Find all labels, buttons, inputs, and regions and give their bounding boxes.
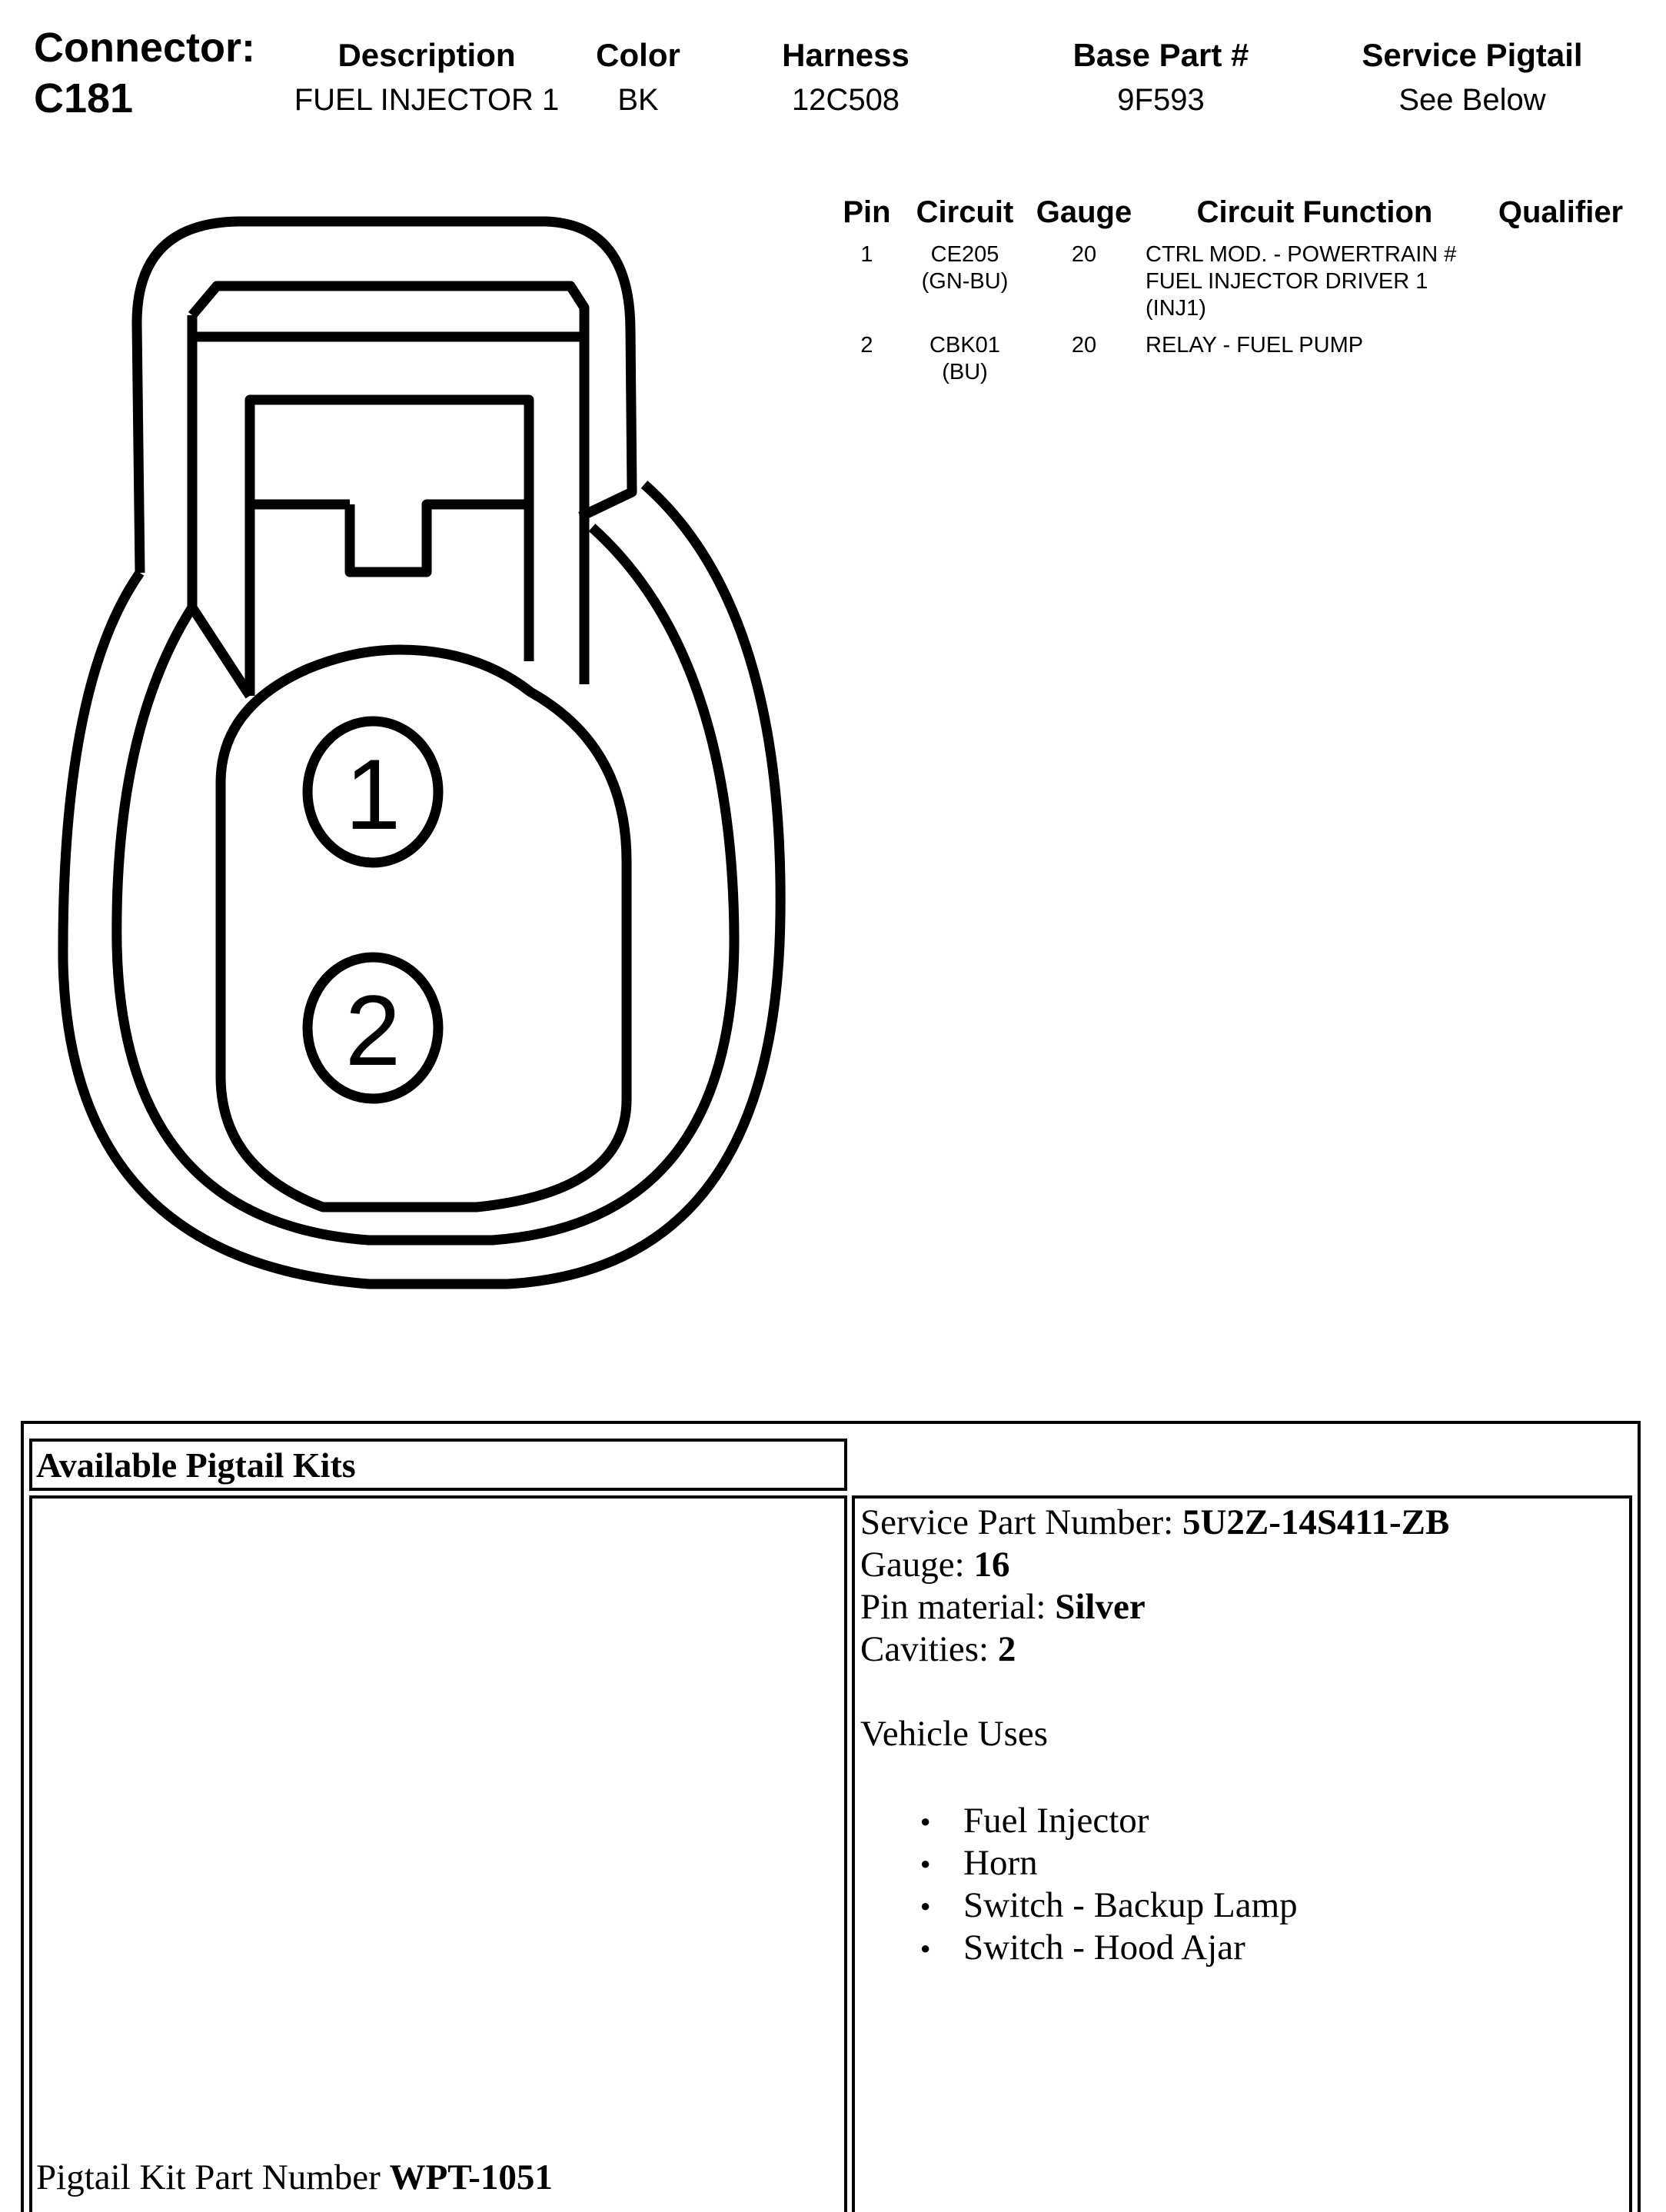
service-part-info xyxy=(860,1502,1449,1969)
pin-number: 2 xyxy=(860,333,873,358)
pigtail-kit-part-number xyxy=(36,2157,553,2199)
harness-header: Harness xyxy=(782,37,909,73)
cavity-outline xyxy=(221,650,627,1207)
pin-number: 1 xyxy=(860,242,873,267)
service-pigtail-header: Service Pigtail xyxy=(1362,37,1583,73)
service-part-label: Service Part Number: xyxy=(860,1502,1182,1542)
vehicle-use-item: ● Fuel Injector xyxy=(920,1800,1449,1842)
service-part-cell xyxy=(852,1495,1632,2212)
pigtail-title: Available Pigtail Kits xyxy=(36,1445,356,1485)
color-value: BK xyxy=(617,83,659,117)
service-part-value: 5U2Z-14S411-ZB xyxy=(1182,1502,1450,1542)
kit-part-label: Pigtail Kit Part Number xyxy=(36,2157,390,2197)
base-part-value: 9F593 xyxy=(1117,83,1205,117)
pin-table-header-function: Circuit Function xyxy=(1196,195,1433,229)
circuit-function-line: RELAY - FUEL PUMP xyxy=(1146,333,1364,358)
description-header: Description xyxy=(338,37,516,73)
circuit-id: CBK01 xyxy=(929,333,1000,358)
cavities xyxy=(860,1628,1449,1671)
latch-outline xyxy=(192,315,250,696)
pin-table-header-pin: Pin xyxy=(843,195,891,229)
harness-value: 12C508 xyxy=(791,83,900,117)
color-header: Color xyxy=(596,37,680,73)
vehicle-use-item: ● Switch - Hood Ajar xyxy=(920,1927,1449,1969)
pin-material-label: Pin material: xyxy=(860,1587,1056,1627)
circuit-color: (BU) xyxy=(942,360,988,384)
service-part-number xyxy=(860,1502,1449,1544)
circuit-gauge: 20 xyxy=(1071,333,1097,358)
vehicle-uses-label: Vehicle Uses xyxy=(860,1714,1049,1754)
connector-label: Connector: xyxy=(34,25,255,71)
cavities-value: 2 xyxy=(997,1629,1016,1669)
pin-table-header-gauge: Gauge xyxy=(1036,195,1132,229)
circuit-color: (GN-BU) xyxy=(921,269,1009,294)
pigtail-title-cell xyxy=(29,1439,847,1491)
connector-face-diagram xyxy=(46,208,800,1315)
pin-2-label: 2 xyxy=(344,974,401,1086)
vehicle-use-item: ● Switch - Backup Lamp xyxy=(920,1884,1449,1927)
connector-id: C181 xyxy=(34,75,134,121)
cavities-label: Cavities: xyxy=(860,1629,998,1669)
kit-part-value: WPT-1051 xyxy=(389,2157,553,2197)
circuit-function-line: CTRL MOD. - POWERTRAIN # xyxy=(1146,242,1457,267)
pin-material xyxy=(860,1586,1449,1628)
vehicle-uses-list xyxy=(920,1800,1449,1969)
gauge xyxy=(860,1544,1449,1586)
pigtail-kit-cell xyxy=(29,1495,847,2212)
gauge-value: 16 xyxy=(973,1545,1010,1585)
circuit-function-line: (INJ1) xyxy=(1146,296,1206,321)
pin-table-header-circuit: Circuit xyxy=(916,195,1014,229)
pin-material-value: Silver xyxy=(1055,1587,1146,1627)
description-value: FUEL INJECTOR 1 xyxy=(294,83,560,117)
service-pigtail-value: See Below xyxy=(1398,83,1546,117)
circuit-function-line: FUEL INJECTOR DRIVER 1 xyxy=(1146,269,1428,294)
circuit-id: CE205 xyxy=(930,242,999,267)
vehicle-use-item: ● Horn xyxy=(920,1842,1449,1884)
circuit-gauge: 20 xyxy=(1071,242,1097,267)
pin-table-header-qualifier: Qualifier xyxy=(1498,195,1624,229)
base-part-header: Base Part # xyxy=(1072,37,1249,73)
pin-1-label: 1 xyxy=(344,738,401,850)
latch-tab xyxy=(350,504,529,572)
gauge-label: Gauge: xyxy=(860,1545,974,1585)
